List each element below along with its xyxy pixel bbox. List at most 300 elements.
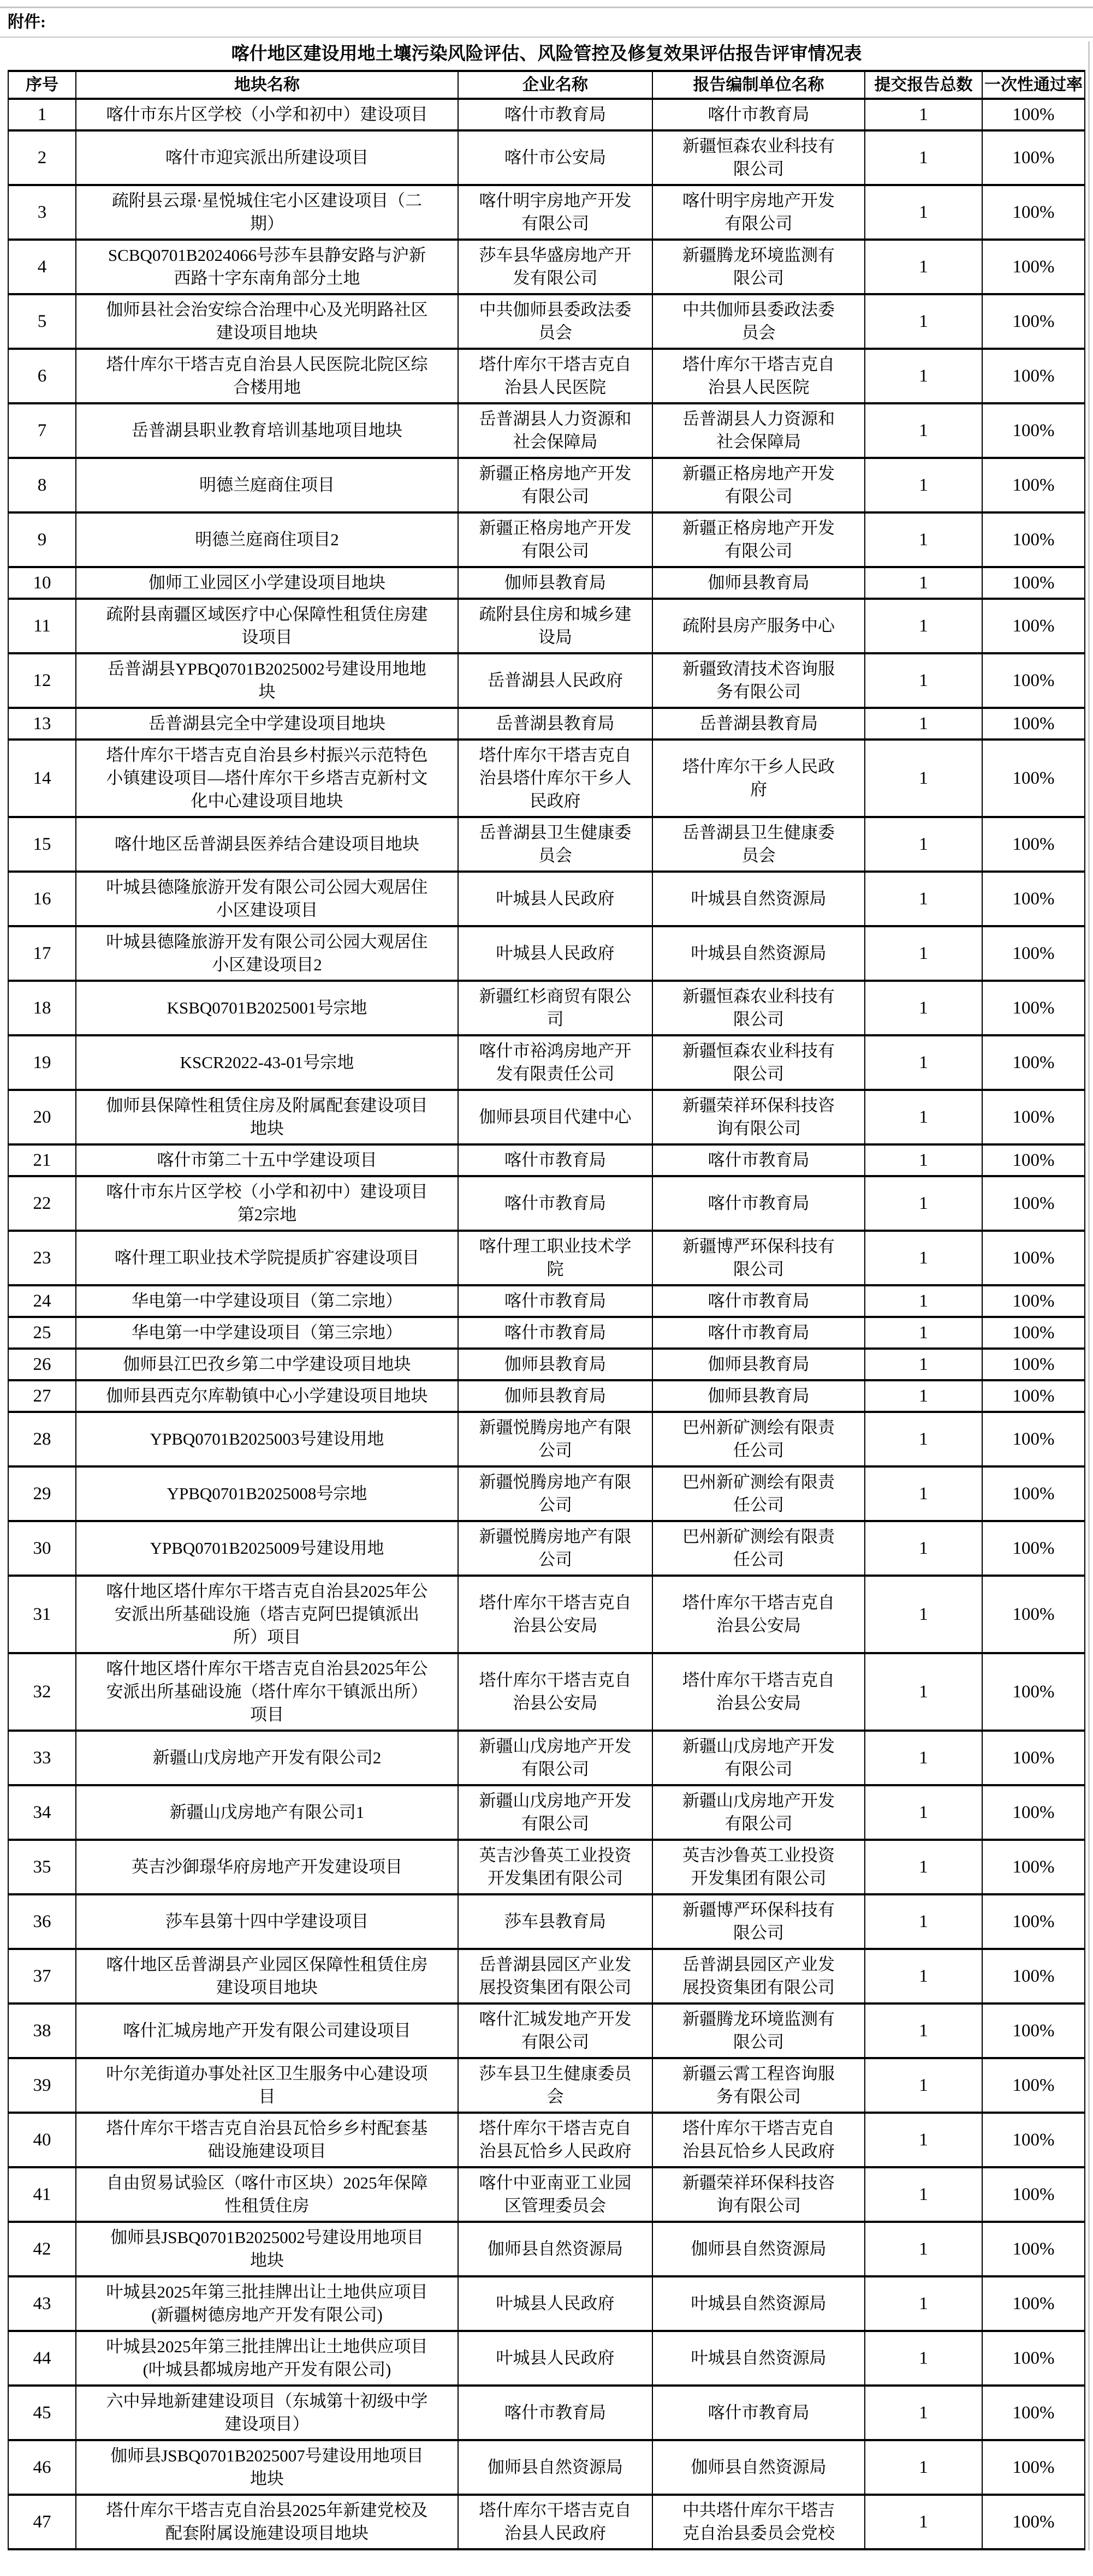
row-index-cell: 31: [8, 1576, 76, 1653]
row-index-cell: 15: [8, 817, 76, 872]
pass-rate-cell: 100%: [982, 1840, 1085, 1894]
plot-name-cell: 伽师县西克尔库勒镇中心小学建设项目地块: [76, 1380, 458, 1412]
enterprise-cell: 塔什库尔干塔吉克自治县塔什库尔干乡人民政府: [458, 740, 652, 817]
row-index-cell: 7: [8, 403, 76, 458]
agency-cell: 巴州新矿测绘有限责任公司: [652, 1466, 865, 1521]
plot-name-cell: 六中异地新建建设项目（东城第十初级中学建设项目）: [76, 2386, 458, 2440]
table-row: [8, 1380, 1085, 1412]
plot-name-cell: YPBQ0701B2025008号宗地: [76, 1466, 458, 1521]
table-row: [8, 1317, 1085, 1349]
pass-rate-cell: 100%: [982, 403, 1085, 458]
agency-cell: 岳普湖县园区产业发展投资集团有限公司: [652, 1949, 865, 2003]
agency-cell: 新疆山戊房地产开发有限公司: [652, 1731, 865, 1785]
reports-count-cell: 1: [865, 2113, 982, 2167]
table-row: [8, 512, 1085, 567]
reports-count-cell: 1: [865, 708, 982, 740]
table-row: [8, 1349, 1085, 1380]
table-row: [8, 1653, 1085, 1731]
plot-name-cell: 自由贸易试验区（喀什市区块）2025年保障性租赁住房: [76, 2167, 458, 2222]
plot-name-cell: 喀什市东片区学校（小学和初中）建设项目: [76, 99, 458, 130]
reports-count-cell: 1: [865, 2222, 982, 2276]
reports-count-cell: 1: [865, 458, 982, 512]
plot-name-cell: 喀什汇城房地产开发有限公司建设项目: [76, 2003, 458, 2058]
plot-name-cell: 华电第一中学建设项目（第三宗地）: [76, 1317, 458, 1349]
agency-cell: 疏附县房产服务中心: [652, 599, 865, 653]
column-header-pass-rate: 一次性通过率: [982, 71, 1085, 99]
pass-rate-cell: 100%: [982, 1894, 1085, 1949]
pass-rate-cell: 100%: [982, 1231, 1085, 1285]
agency-cell: 新疆山戊房地产开发有限公司: [652, 1785, 865, 1840]
review-status-table: [8, 70, 1085, 2551]
row-index-cell: 5: [8, 294, 76, 349]
enterprise-cell: 塔什库尔干塔吉克自治县人民政府: [458, 2495, 652, 2549]
agency-cell: 岳普湖县教育局: [652, 708, 865, 740]
pass-rate-cell: 100%: [982, 1349, 1085, 1380]
enterprise-cell: 新疆悦腾房地产有限公司: [458, 1521, 652, 1576]
table-row: [8, 1412, 1085, 1466]
reports-count-cell: 1: [865, 294, 982, 349]
agency-cell: 喀什市教育局: [652, 1317, 865, 1349]
table-row: [8, 403, 1085, 458]
enterprise-cell: 新疆山戊房地产开发有限公司: [458, 1785, 652, 1840]
enterprise-cell: 岳普湖县卫生健康委员会: [458, 817, 652, 872]
reports-count-cell: 1: [865, 1576, 982, 1653]
row-index-cell: 28: [8, 1412, 76, 1466]
plot-name-cell: 叶城县德隆旅游开发有限公司公园大观居住小区建设项目2: [76, 926, 458, 981]
row-index-cell: 37: [8, 1949, 76, 2003]
enterprise-cell: 岳普湖县人力资源和社会保障局: [458, 403, 652, 458]
reports-count-cell: 1: [865, 2440, 982, 2495]
table-row: [8, 2058, 1085, 2113]
agency-cell: 喀什市教育局: [652, 99, 865, 130]
agency-cell: 英吉沙鲁英工业投资开发集团有限公司: [652, 1840, 865, 1894]
row-index-cell: 21: [8, 1144, 76, 1176]
reports-count-cell: 1: [865, 2386, 982, 2440]
agency-cell: 伽师县教育局: [652, 1380, 865, 1412]
plot-name-cell: 明德兰庭商住项目2: [76, 512, 458, 567]
row-index-cell: 4: [8, 240, 76, 294]
plot-name-cell: 塔什库尔干塔吉克自治县2025年新建党校及配套附属设施建设项目地块: [76, 2495, 458, 2549]
reports-count-cell: 1: [865, 1412, 982, 1466]
agency-cell: 新疆腾龙环境监测有限公司: [652, 240, 865, 294]
plot-name-cell: 岳普湖县完全中学建设项目地块: [76, 708, 458, 740]
table-row: [8, 1576, 1085, 1653]
enterprise-cell: 喀什市教育局: [458, 2386, 652, 2440]
enterprise-cell: 中共伽师县委政法委员会: [458, 294, 652, 349]
pass-rate-cell: 100%: [982, 2495, 1085, 2549]
row-index-cell: 38: [8, 2003, 76, 2058]
reports-count-cell: 1: [865, 1176, 982, 1231]
agency-cell: 叶城县自然资源局: [652, 2276, 865, 2331]
pass-rate-cell: 100%: [982, 1576, 1085, 1653]
enterprise-cell: 疏附县住房和城乡建设局: [458, 599, 652, 653]
table-row: [8, 2167, 1085, 2222]
table-row: [8, 1521, 1085, 1576]
enterprise-cell: 喀什市教育局: [458, 99, 652, 130]
table-row: [8, 2276, 1085, 2331]
agency-cell: 伽师县教育局: [652, 567, 865, 599]
row-index-cell: 8: [8, 458, 76, 512]
agency-cell: 塔什库尔干塔吉克自治县人民医院: [652, 349, 865, 403]
pass-rate-cell: 100%: [982, 2386, 1085, 2440]
table-row: [8, 1090, 1085, 1144]
row-index-cell: 25: [8, 1317, 76, 1349]
enterprise-cell: 叶城县人民政府: [458, 2276, 652, 2331]
table-row: [8, 926, 1085, 981]
table-row: [8, 2222, 1085, 2276]
reports-count-cell: 1: [865, 403, 982, 458]
document-page: [0, 7, 1093, 2550]
pass-rate-cell: 100%: [982, 567, 1085, 599]
agency-cell: 新疆荣祥环保科技咨询有限公司: [652, 2167, 865, 2222]
row-index-cell: 11: [8, 599, 76, 653]
pass-rate-cell: 100%: [982, 1521, 1085, 1576]
plot-name-cell: 岳普湖县职业教育培训基地项目地块: [76, 403, 458, 458]
enterprise-cell: 新疆山戊房地产开发有限公司: [458, 1731, 652, 1785]
agency-cell: 塔什库尔干乡人民政府: [652, 740, 865, 817]
table-row: [8, 458, 1085, 512]
plot-name-cell: 伽师县JSBQ0701B2025002号建设用地项目地块: [76, 2222, 458, 2276]
plot-name-cell: 伽师县保障性租赁住房及附属配套建设项目地块: [76, 1090, 458, 1144]
reports-count-cell: 1: [865, 1035, 982, 1090]
reports-count-cell: 1: [865, 1653, 982, 1731]
enterprise-cell: 喀什市教育局: [458, 1317, 652, 1349]
enterprise-cell: 喀什市教育局: [458, 1144, 652, 1176]
enterprise-cell: 塔什库尔干塔吉克自治县公安局: [458, 1576, 652, 1653]
plot-name-cell: 伽师县社会治安综合治理中心及光明路社区建设项目地块: [76, 294, 458, 349]
pass-rate-cell: 100%: [982, 1090, 1085, 1144]
agency-cell: 叶城县自然资源局: [652, 926, 865, 981]
enterprise-cell: 叶城县人民政府: [458, 926, 652, 981]
table-row: [8, 2113, 1085, 2167]
row-index-cell: 16: [8, 872, 76, 926]
reports-count-cell: 1: [865, 1785, 982, 1840]
row-index-cell: 36: [8, 1894, 76, 1949]
table-row: [8, 1035, 1085, 1090]
agency-cell: 叶城县自然资源局: [652, 2331, 865, 2386]
pass-rate-cell: 100%: [982, 1176, 1085, 1231]
enterprise-cell: 伽师县自然资源局: [458, 2440, 652, 2495]
pass-rate-cell: 100%: [982, 2058, 1085, 2113]
pass-rate-cell: 100%: [982, 740, 1085, 817]
plot-name-cell: KSBQ0701B2025001号宗地: [76, 981, 458, 1035]
enterprise-cell: 叶城县人民政府: [458, 872, 652, 926]
table-row: [8, 1466, 1085, 1521]
row-index-cell: 35: [8, 1840, 76, 1894]
row-index-cell: 43: [8, 2276, 76, 2331]
reports-count-cell: 1: [865, 349, 982, 403]
reports-count-cell: 1: [865, 1380, 982, 1412]
reports-count-cell: 1: [865, 740, 982, 817]
agency-cell: 喀什明宇房地产开发有限公司: [652, 185, 865, 240]
table-row: [8, 2331, 1085, 2386]
agency-cell: 塔什库尔干塔吉克自治县公安局: [652, 1576, 865, 1653]
reports-count-cell: 1: [865, 99, 982, 130]
enterprise-cell: 莎车县卫生健康委员会: [458, 2058, 652, 2113]
table-row: [8, 2495, 1085, 2549]
row-index-cell: 6: [8, 349, 76, 403]
table-header-row: [8, 71, 1085, 99]
row-index-cell: 26: [8, 1349, 76, 1380]
enterprise-cell: 新疆正格房地产开发有限公司: [458, 458, 652, 512]
plot-name-cell: 喀什地区岳普湖县医养结合建设项目地块: [76, 817, 458, 872]
row-index-cell: 3: [8, 185, 76, 240]
agency-cell: 塔什库尔干塔吉克自治县公安局: [652, 1653, 865, 1731]
table-row: [8, 1285, 1085, 1317]
pass-rate-cell: 100%: [982, 1380, 1085, 1412]
plot-name-cell: 伽师县江巴孜乡第二中学建设项目地块: [76, 1349, 458, 1380]
agency-cell: 塔什库尔干塔吉克自治县瓦恰乡人民政府: [652, 2113, 865, 2167]
agency-cell: 新疆正格房地产开发有限公司: [652, 512, 865, 567]
row-index-cell: 22: [8, 1176, 76, 1231]
table-row: [8, 981, 1085, 1035]
agency-cell: 新疆云霄工程咨询服务有限公司: [652, 2058, 865, 2113]
plot-name-cell: 伽师工业园区小学建设项目地块: [76, 567, 458, 599]
agency-cell: 中共塔什库尔干塔吉克自治县委员会党校: [652, 2495, 865, 2549]
attachment-divider-line: [0, 37, 1093, 38]
table-row: [8, 567, 1085, 599]
enterprise-cell: 塔什库尔干塔吉克自治县瓦恰乡人民政府: [458, 2113, 652, 2167]
reports-count-cell: 1: [865, 1466, 982, 1521]
plot-name-cell: 叶城县2025年第三批挂牌出让土地供应项目(新疆树德房地产开发有限公司): [76, 2276, 458, 2331]
enterprise-cell: 叶城县人民政府: [458, 2331, 652, 2386]
pass-rate-cell: 100%: [982, 2167, 1085, 2222]
row-index-cell: 24: [8, 1285, 76, 1317]
agency-cell: 新疆博严环保科技有限公司: [652, 1231, 865, 1285]
table-body: [8, 99, 1085, 2549]
row-index-cell: 12: [8, 653, 76, 708]
reports-count-cell: 1: [865, 1231, 982, 1285]
enterprise-cell: 塔什库尔干塔吉克自治县人民医院: [458, 349, 652, 403]
agency-cell: 新疆正格房地产开发有限公司: [652, 458, 865, 512]
agency-cell: 新疆恒森农业科技有限公司: [652, 130, 865, 185]
pass-rate-cell: 100%: [982, 130, 1085, 185]
pass-rate-cell: 100%: [982, 653, 1085, 708]
reports-count-cell: 1: [865, 567, 982, 599]
agency-cell: 喀什市教育局: [652, 1176, 865, 1231]
row-index-cell: 20: [8, 1090, 76, 1144]
enterprise-cell: 莎车县教育局: [458, 1894, 652, 1949]
table-row: [8, 99, 1085, 130]
table-row: [8, 294, 1085, 349]
plot-name-cell: 疏附县云璟·星悦城住宅小区建设项目（二期）: [76, 185, 458, 240]
reports-count-cell: 1: [865, 981, 982, 1035]
plot-name-cell: 喀什地区塔什库尔干塔吉克自治县2025年公安派出所基础设施（塔什库尔干镇派出所）项目: [76, 1653, 458, 1731]
table-row: [8, 872, 1085, 926]
enterprise-cell: 伽师县教育局: [458, 567, 652, 599]
pass-rate-cell: 100%: [982, 2113, 1085, 2167]
row-index-cell: 42: [8, 2222, 76, 2276]
column-header-reports: 提交报告总数: [865, 71, 982, 99]
reports-count-cell: 1: [865, 2003, 982, 2058]
enterprise-cell: 伽师县自然资源局: [458, 2222, 652, 2276]
table-row: [8, 740, 1085, 817]
agency-cell: 喀什市教育局: [652, 2386, 865, 2440]
plot-name-cell: 叶城县2025年第三批挂牌出让土地供应项目(叶城县都城房地产开发有限公司): [76, 2331, 458, 2386]
table-row: [8, 1176, 1085, 1231]
plot-name-cell: 喀什理工职业技术学院提质扩容建设项目: [76, 1231, 458, 1285]
table-row: [8, 2386, 1085, 2440]
table-row: [8, 130, 1085, 185]
pass-rate-cell: 100%: [982, 349, 1085, 403]
reports-count-cell: 1: [865, 185, 982, 240]
row-index-cell: 40: [8, 2113, 76, 2167]
row-index-cell: 44: [8, 2331, 76, 2386]
pass-rate-cell: 100%: [982, 926, 1085, 981]
pass-rate-cell: 100%: [982, 708, 1085, 740]
pass-rate-cell: 100%: [982, 99, 1085, 130]
reports-count-cell: 1: [865, 240, 982, 294]
pass-rate-cell: 100%: [982, 1785, 1085, 1840]
table-row: [8, 817, 1085, 872]
row-index-cell: 23: [8, 1231, 76, 1285]
plot-name-cell: SCBQ0701B2024066号莎车县静安路与沪新西路十字东南角部分土地: [76, 240, 458, 294]
pass-rate-cell: 100%: [982, 2440, 1085, 2495]
reports-count-cell: 1: [865, 926, 982, 981]
reports-count-cell: 1: [865, 599, 982, 653]
pass-rate-cell: 100%: [982, 1317, 1085, 1349]
plot-name-cell: 明德兰庭商住项目: [76, 458, 458, 512]
agency-cell: 伽师县自然资源局: [652, 2222, 865, 2276]
page-title: 喀什地区建设用地土壤污染风险评估、风险管控及修复效果评估报告评审情况表: [231, 44, 862, 64]
pass-rate-cell: 100%: [982, 1949, 1085, 2003]
pass-rate-cell: 100%: [982, 1466, 1085, 1521]
enterprise-cell: 喀什汇城发地产开发有限公司: [458, 2003, 652, 2058]
enterprise-cell: 喀什明宇房地产开发有限公司: [458, 185, 652, 240]
reports-count-cell: 1: [865, 1285, 982, 1317]
agency-cell: 巴州新矿测绘有限责任公司: [652, 1521, 865, 1576]
plot-name-cell: KSCR2022-43-01号宗地: [76, 1035, 458, 1090]
pass-rate-cell: 100%: [982, 981, 1085, 1035]
row-index-cell: 10: [8, 567, 76, 599]
reports-count-cell: 1: [865, 1949, 982, 2003]
enterprise-cell: 伽师县教育局: [458, 1349, 652, 1380]
row-index-cell: 41: [8, 2167, 76, 2222]
pass-rate-cell: 100%: [982, 2331, 1085, 2386]
row-index-cell: 13: [8, 708, 76, 740]
plot-name-cell: 塔什库尔干塔吉克自治县瓦恰乡乡村配套基础设施建设项目: [76, 2113, 458, 2167]
plot-name-cell: YPBQ0701B2025003号建设用地: [76, 1412, 458, 1466]
agency-cell: 叶城县自然资源局: [652, 872, 865, 926]
table-row: [8, 1231, 1085, 1285]
agency-cell: 新疆博严环保科技有限公司: [652, 1894, 865, 1949]
enterprise-cell: 伽师县项目代建中心: [458, 1090, 652, 1144]
agency-cell: 新疆腾龙环境监测有限公司: [652, 2003, 865, 2058]
pass-rate-cell: 100%: [982, 2003, 1085, 2058]
pass-rate-cell: 100%: [982, 185, 1085, 240]
table-row: [8, 240, 1085, 294]
enterprise-cell: 喀什市教育局: [458, 1176, 652, 1231]
reports-count-cell: 1: [865, 1090, 982, 1144]
pass-rate-cell: 100%: [982, 512, 1085, 567]
agency-cell: 伽师县教育局: [652, 1349, 865, 1380]
right-edge-line: [1088, 41, 1090, 2550]
row-index-cell: 32: [8, 1653, 76, 1731]
plot-name-cell: 英吉沙御璟华府房地产开发建设项目: [76, 1840, 458, 1894]
plot-name-cell: 疏附县南疆区域医疗中心保障性租赁住房建设项目: [76, 599, 458, 653]
reports-count-cell: 1: [865, 653, 982, 708]
enterprise-cell: 岳普湖县人民政府: [458, 653, 652, 708]
column-header-index: 序号: [8, 71, 76, 99]
plot-name-cell: 喀什市迎宾派出所建设项目: [76, 130, 458, 185]
pass-rate-cell: 100%: [982, 2222, 1085, 2276]
agency-cell: 岳普湖县卫生健康委员会: [652, 817, 865, 872]
plot-name-cell: 塔什库尔干塔吉克自治县人民医院北院区综合楼用地: [76, 349, 458, 403]
table-row: [8, 1894, 1085, 1949]
table-header: [8, 71, 1085, 99]
row-index-cell: 9: [8, 512, 76, 567]
table-row: [8, 185, 1085, 240]
row-index-cell: 34: [8, 1785, 76, 1840]
reports-count-cell: 1: [865, 2495, 982, 2549]
row-index-cell: 33: [8, 1731, 76, 1785]
row-index-cell: 18: [8, 981, 76, 1035]
pass-rate-cell: 100%: [982, 458, 1085, 512]
reports-count-cell: 1: [865, 1317, 982, 1349]
row-index-cell: 30: [8, 1521, 76, 1576]
plot-name-cell: 新疆山戊房地产有限公司1: [76, 1785, 458, 1840]
enterprise-cell: 伽师县教育局: [458, 1380, 652, 1412]
row-index-cell: 47: [8, 2495, 76, 2549]
row-index-cell: 2: [8, 130, 76, 185]
table-row: [8, 2003, 1085, 2058]
table-row: [8, 599, 1085, 653]
pass-rate-cell: 100%: [982, 817, 1085, 872]
enterprise-cell: 喀什市公安局: [458, 130, 652, 185]
reports-count-cell: 1: [865, 1521, 982, 1576]
reports-count-cell: 1: [865, 2276, 982, 2331]
plot-name-cell: 华电第一中学建设项目（第二宗地）: [76, 1285, 458, 1317]
table-row: [8, 1840, 1085, 1894]
table-row: [8, 1731, 1085, 1785]
plot-name-cell: 叶城县德隆旅游开发有限公司公园大观居住小区建设项目: [76, 872, 458, 926]
pass-rate-cell: 100%: [982, 1731, 1085, 1785]
row-index-cell: 1: [8, 99, 76, 130]
reports-count-cell: 1: [865, 1349, 982, 1380]
table-row: [8, 1144, 1085, 1176]
agency-cell: 伽师县自然资源局: [652, 2440, 865, 2495]
reports-count-cell: 1: [865, 1144, 982, 1176]
pass-rate-cell: 100%: [982, 240, 1085, 294]
column-header-agency: 报告编制单位名称: [652, 71, 865, 99]
enterprise-cell: 喀什市教育局: [458, 1285, 652, 1317]
enterprise-cell: 新疆悦腾房地产有限公司: [458, 1412, 652, 1466]
reports-count-cell: 1: [865, 2331, 982, 2386]
plot-name-cell: 岳普湖县YPBQ0701B2025002号建设用地地块: [76, 653, 458, 708]
plot-name-cell: 新疆山戊房地产开发有限公司2: [76, 1731, 458, 1785]
row-index-cell: 27: [8, 1380, 76, 1412]
column-header-plot-name: 地块名称: [76, 71, 458, 99]
reports-count-cell: 1: [865, 872, 982, 926]
pass-rate-cell: 100%: [982, 872, 1085, 926]
reports-count-cell: 1: [865, 1731, 982, 1785]
enterprise-cell: 新疆红杉商贸有限公司: [458, 981, 652, 1035]
pass-rate-cell: 100%: [982, 1412, 1085, 1466]
agency-cell: 新疆恒森农业科技有限公司: [652, 981, 865, 1035]
enterprise-cell: 英吉沙鲁英工业投资开发集团有限公司: [458, 1840, 652, 1894]
reports-count-cell: 1: [865, 1840, 982, 1894]
enterprise-cell: 新疆悦腾房地产有限公司: [458, 1466, 652, 1521]
row-index-cell: 39: [8, 2058, 76, 2113]
pass-rate-cell: 100%: [982, 1035, 1085, 1090]
enterprise-cell: 喀什中亚南亚工业园区管理委员会: [458, 2167, 652, 2222]
plot-name-cell: 塔什库尔干塔吉克自治县乡村振兴示范特色小镇建设项目—塔什库尔干乡塔吉克新村文化中心建设项目地块: [76, 740, 458, 817]
column-header-enterprise: 企业名称: [458, 71, 652, 99]
table-row: [8, 653, 1085, 708]
reports-count-cell: 1: [865, 1894, 982, 1949]
plot-name-cell: 喀什地区岳普湖县产业园区保障性租赁住房建设项目地块: [76, 1949, 458, 2003]
plot-name-cell: 喀什市第二十五中学建设项目: [76, 1144, 458, 1176]
